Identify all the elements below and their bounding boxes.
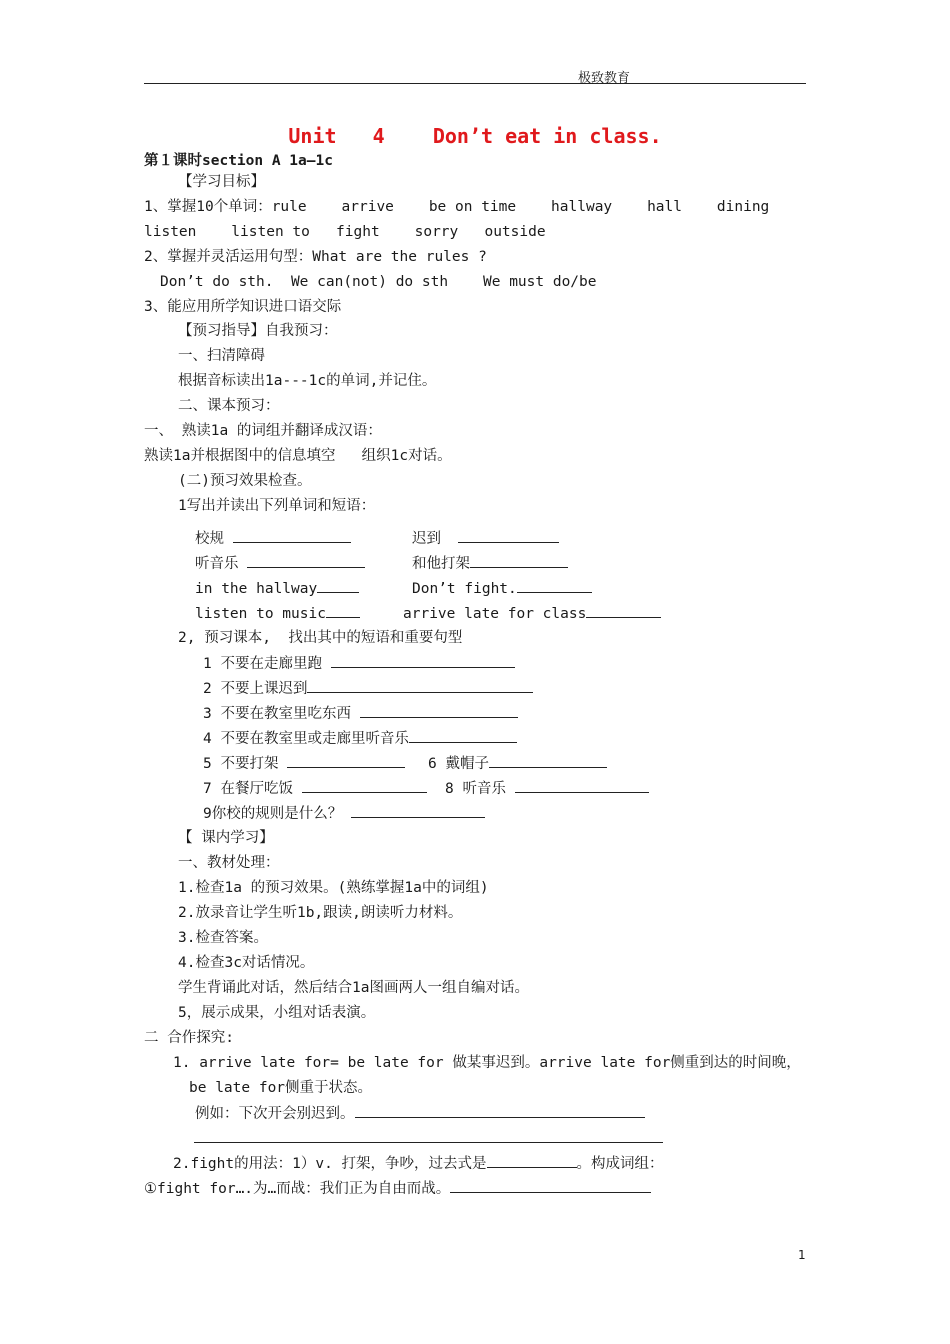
answer-blank[interactable]	[487, 1153, 577, 1168]
phrase-label: 5 不要打架	[203, 756, 279, 772]
answer-blank[interactable]	[586, 603, 661, 618]
page-number: 1	[798, 1248, 806, 1262]
answer-blank[interactable]	[517, 578, 592, 593]
answer-blank[interactable]	[302, 778, 427, 793]
word-item	[412, 578, 592, 599]
explore-2-sub-text: ①fight for….为…而战：我们正为自由而战。	[144, 1181, 451, 1197]
inclass-part-1: 一、教材处理：	[178, 855, 280, 871]
explore-2-line-1	[173, 1153, 664, 1174]
answer-blank[interactable]	[194, 1128, 663, 1143]
inclass-step-2: 2.放录音让学生听1b,跟读,朗读听力材料。	[178, 905, 463, 921]
phrase-item	[445, 778, 649, 799]
answer-blank[interactable]	[489, 753, 607, 768]
answer-blank[interactable]	[355, 1103, 645, 1118]
word-label: 和他打架	[412, 556, 470, 572]
phrase-label: 4 不要在教室里或走廊里听音乐	[203, 731, 409, 747]
explore-1-extra-line	[194, 1128, 663, 1149]
word-item	[412, 528, 559, 549]
goal-1-line-2: listen listen to fight sorry outside	[144, 224, 546, 240]
word-label: arrive late for class	[403, 606, 587, 622]
preview-q2: 2, 预习课本, 找出其中的短语和重要句型	[178, 630, 463, 646]
goal-1-line-1: 1、掌握10个单词：rule arrive be on time hallway hall dining	[144, 199, 770, 215]
phrase-label: 2 不要上课迟到	[203, 681, 308, 697]
phrase-item	[203, 803, 485, 824]
explore-1-line-1: 1. arrive late for= be late for 做某事迟到。arrive late for侧重到达的时间晚，	[173, 1055, 801, 1071]
explore-1-line-2: be late for侧重于状态。	[189, 1080, 373, 1096]
inclass-step-4-detail: 学生背诵此对话，然后结合1a图画两人一组自编对话。	[178, 980, 529, 996]
inclass-part-2: 二 合作探究:	[144, 1030, 234, 1046]
explore-2-text: 2.fight的用法：1）v. 打架，争吵，过去式是	[173, 1156, 487, 1172]
answer-blank[interactable]	[326, 603, 360, 618]
preview-part-1: 一、扫清障碍	[178, 348, 265, 364]
phrase-item	[203, 728, 517, 749]
explore-1-example	[195, 1103, 645, 1124]
word-item	[195, 553, 365, 574]
answer-blank[interactable]	[287, 753, 405, 768]
word-label: 听音乐	[195, 556, 239, 572]
word-label: 迟到	[412, 531, 441, 547]
lesson-heading: 第１课时section A 1a—1c	[144, 153, 333, 169]
preview-sub-1-text: 熟读1a并根据图中的信息填空 组织1c对话。	[144, 448, 452, 464]
word-item	[195, 528, 351, 549]
word-label: in the hallway	[195, 581, 318, 597]
preview-q1: 1写出并读出下列单词和短语：	[178, 498, 376, 514]
inclass-step-5: 5，展示成果，小组对话表演。	[178, 1005, 376, 1021]
inclass-step-1: 1.检查1a 的预习效果。(熟练掌握1a中的词组)	[178, 880, 489, 896]
page-title: Unit 4 Don’t eat in class.	[288, 124, 662, 148]
header-org: 极致教育	[578, 71, 631, 86]
preview-sub-1: 一、 熟读1a 的词组并翻译成汉语：	[144, 423, 382, 439]
answer-blank[interactable]	[351, 803, 485, 818]
answer-blank[interactable]	[233, 528, 351, 543]
phrase-item	[203, 703, 518, 724]
answer-blank[interactable]	[247, 553, 365, 568]
goal-2-line-2: Don’t do sth. We can(not) do sth We must do/be	[160, 274, 597, 290]
phrase-label: 3 不要在教室里吃东西	[203, 706, 351, 722]
answer-blank[interactable]	[360, 703, 518, 718]
explore-2-text-end: 。构成词组：	[576, 1156, 664, 1172]
phrase-label: 1 不要在走廊里跑	[203, 656, 322, 672]
answer-blank[interactable]	[331, 653, 515, 668]
inclass-step-4: 4.检查3c对话情况。	[178, 955, 315, 971]
phrase-label: 9你校的规则是什么？	[203, 806, 343, 822]
answer-blank[interactable]	[317, 578, 359, 593]
phrase-item	[203, 753, 405, 774]
word-item	[195, 603, 360, 624]
word-item	[412, 553, 568, 574]
answer-blank[interactable]	[470, 553, 568, 568]
answer-blank[interactable]	[515, 778, 649, 793]
phrase-label: 6 戴帽子	[428, 756, 489, 772]
preview-part-1-text: 根据音标读出1a---1c的单词,并记住。	[178, 373, 437, 389]
answer-blank[interactable]	[450, 1178, 651, 1193]
preview-heading: 【预习指导】自我预习：	[178, 323, 338, 339]
word-item	[195, 578, 359, 599]
word-label: Don’t fight.	[412, 581, 517, 597]
phrase-item	[203, 678, 533, 699]
word-label: 校规	[195, 531, 224, 547]
inclass-heading: 【 课内学习】	[178, 830, 274, 846]
header-divider	[144, 83, 806, 84]
goal-2-line-1: 2、掌握并灵活运用句型：What are the rules ?	[144, 249, 487, 265]
answer-blank[interactable]	[409, 728, 517, 743]
goals-heading: 【学习目标】	[178, 174, 265, 190]
phrase-label: 7 在餐厅吃饭	[203, 781, 293, 797]
goal-3: 3、能应用所学知识进口语交际	[144, 299, 342, 315]
phrase-item	[203, 778, 427, 799]
phrase-label: 8 听音乐	[445, 781, 506, 797]
explore-2-line-2	[144, 1178, 651, 1199]
phrase-item	[428, 753, 607, 774]
word-item	[403, 603, 661, 624]
preview-part-2: 二、课本预习：	[178, 398, 280, 414]
phrase-item	[203, 653, 515, 674]
inclass-step-3: 3.检查答案。	[178, 930, 268, 946]
answer-blank[interactable]	[307, 678, 533, 693]
word-label: listen to music	[195, 606, 326, 622]
example-label: 例如：下次开会别迟到。	[195, 1106, 355, 1122]
preview-check: (二)预习效果检查。	[178, 473, 312, 489]
answer-blank[interactable]	[458, 528, 559, 543]
